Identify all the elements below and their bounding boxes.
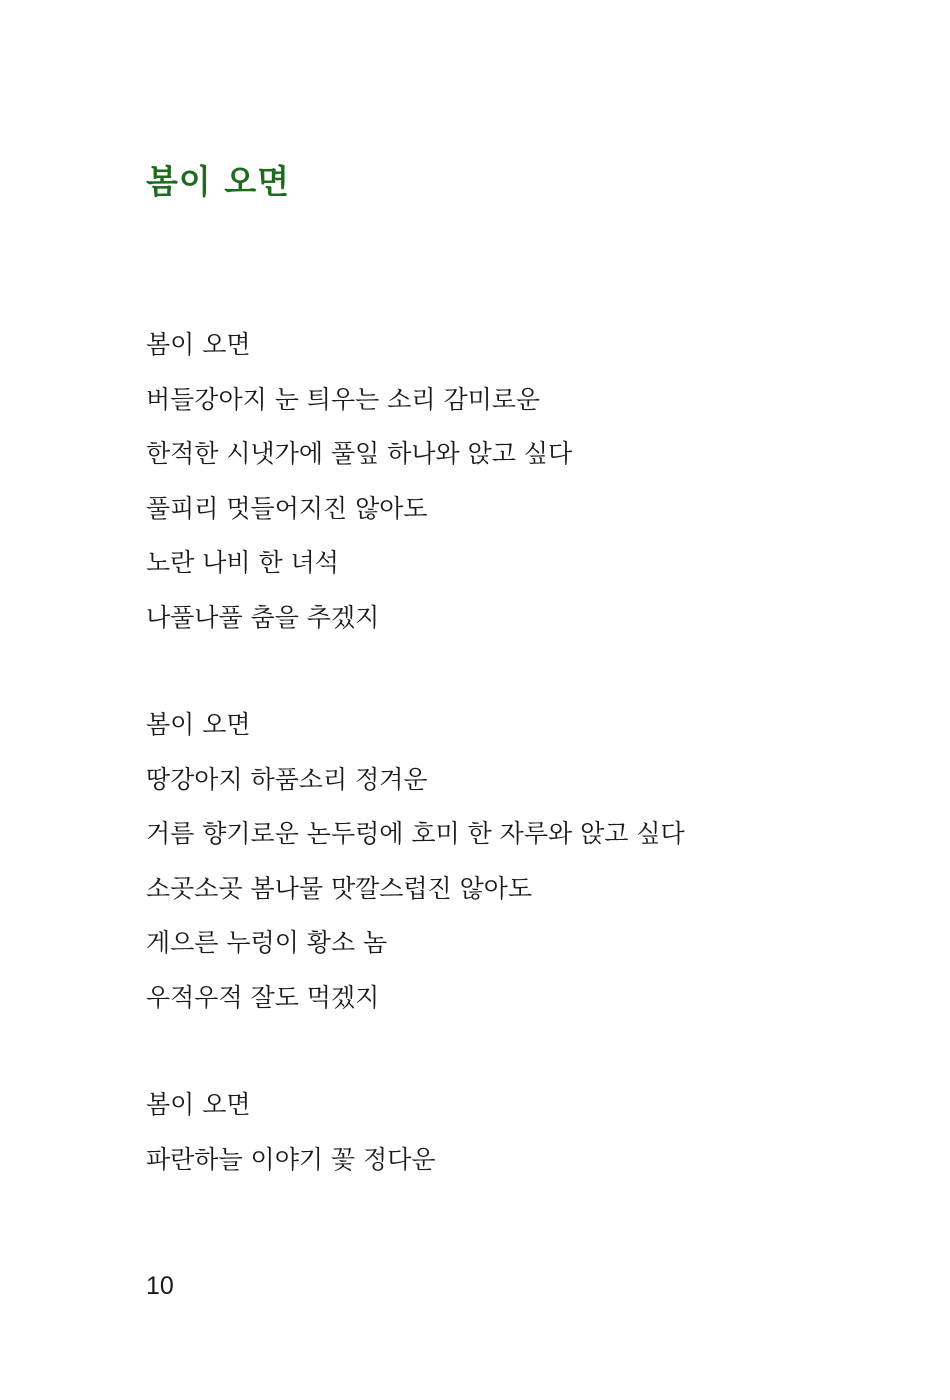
page-number: 10 <box>146 1272 174 1300</box>
poem-line: 거름 향기로운 논두렁에 호미 한 자루와 앉고 싶다 <box>146 819 685 848</box>
poem-line: 봄이 오면 <box>146 1090 251 1119</box>
poem-body <box>146 318 906 1240</box>
stanza-2 <box>146 698 906 1025</box>
stanza-1 <box>146 318 906 645</box>
stanza-3 <box>146 1078 906 1187</box>
poem-line: 게으른 누렁이 황소 놈 <box>146 928 388 957</box>
poem-line: 노란 나비 한 녀석 <box>146 548 339 577</box>
poem-line: 봄이 오면 <box>146 710 251 739</box>
poem-line: 우적우적 잘도 먹겠지 <box>146 982 380 1012</box>
poem-title: 봄이 오면 <box>146 162 291 201</box>
poem-line: 나풀나풀 춤을 추겠지 <box>146 602 380 632</box>
poem-line: 파란하늘 이야기 꽃 정다운 <box>146 1144 436 1174</box>
poem-line: 풀피리 멋들어지진 않아도 <box>146 493 428 523</box>
poem-line: 봄이 오면 <box>146 330 251 359</box>
poem-line: 땅강아지 하품소리 정겨운 <box>146 764 428 794</box>
poem-line: 소곳소곳 봄나물 맛깔스럽진 않아도 <box>146 873 533 903</box>
poem-line: 한적한 시냇가에 풀잎 하나와 앉고 싶다 <box>146 439 573 468</box>
poem-line: 버들강아지 눈 틔우는 소리 감미로운 <box>146 384 541 414</box>
